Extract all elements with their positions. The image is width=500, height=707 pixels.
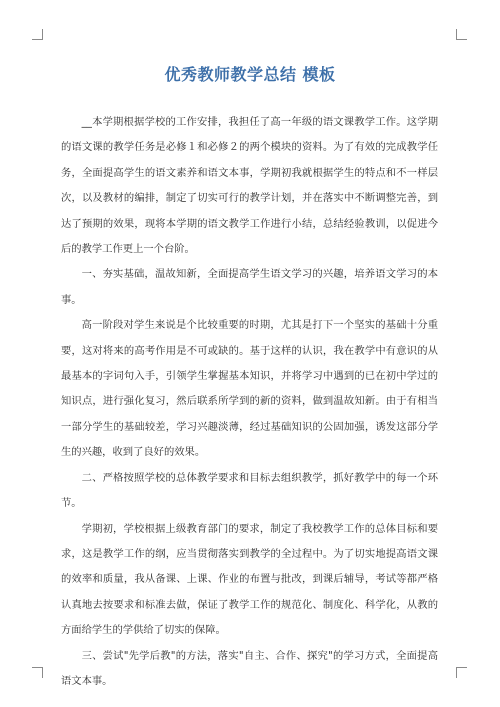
section-heading-3: 三、尝试"先学后教"的方法，落实"自主、合作、探究"的学习方式，全面提高语文本事。	[61, 649, 438, 687]
section-heading-1: 一、夯实基础，温故知新，全面提高学生语文学习的兴趣，培养语文学习的本事。	[61, 268, 438, 306]
document-title: 优秀教师教学总结 模板	[164, 65, 336, 84]
crop-mark-top-left	[32, 29, 43, 40]
paragraph-intro: __本学期根据学校的工作安排，我担任了高一年级的语文课教学工作。这学期的语文课的教学任务是必修１和必修２的两个模块的资料。为了有效的完成教学任务，全面提高学生的语文素养和语文本事，学期初我就根据学生的特点和不一样层次，以及教材的编排，制定了切实可行的教学计划，并在落实中不断调整完善，到达了预期的效果，现将本学期的语文教学工作进行小结，总结经验教训，以促进今后的教学工作更上一个台阶。	[61, 116, 438, 256]
document-body	[61, 110, 438, 694]
crop-mark-bottom-right	[456, 667, 467, 678]
crop-mark-bottom-left	[32, 667, 43, 678]
paragraph-section-1: 高一阶段对学生来说是个比较重要的时期，尤其是打下一个坚实的基础十分重要，这对将来的高考作用是不可或缺的。基于这样的认识，我在教学中有意识的从最基本的字词句入手，引领学生掌握基本知识，并将学习中遇到的已在初中学过的知识点，进行强化复习，然后联系所学到的新的资料，做到温故知新。由于有相当一部分学生的基础较差，学习兴趣淡薄，经过基础知识的公固加强，诱发这部分学生的兴趣，收到了良好的效果。	[61, 319, 438, 459]
paragraph-section-2: 学期初，学校根据上级教育部门的要求，制定了我校教学工作的总体目标和要求，这是教学工作的纲，应当贯彻落实到教学的全过程中。为了切实地提高语文课的效率和质量，我从备课、上课、作业的布置与批改，到课后辅导，考试等都严格认真地去按要求和标准去做，保证了教学工作的规范化、制度化、科学化，从教的方面给学生的学供给了切实的保障。	[61, 522, 438, 637]
section-heading-2: 二、严格按照学校的总体教学要求和目标去组织教学，抓好教学中的每一个环节。	[61, 471, 438, 510]
crop-mark-top-right	[456, 29, 467, 40]
